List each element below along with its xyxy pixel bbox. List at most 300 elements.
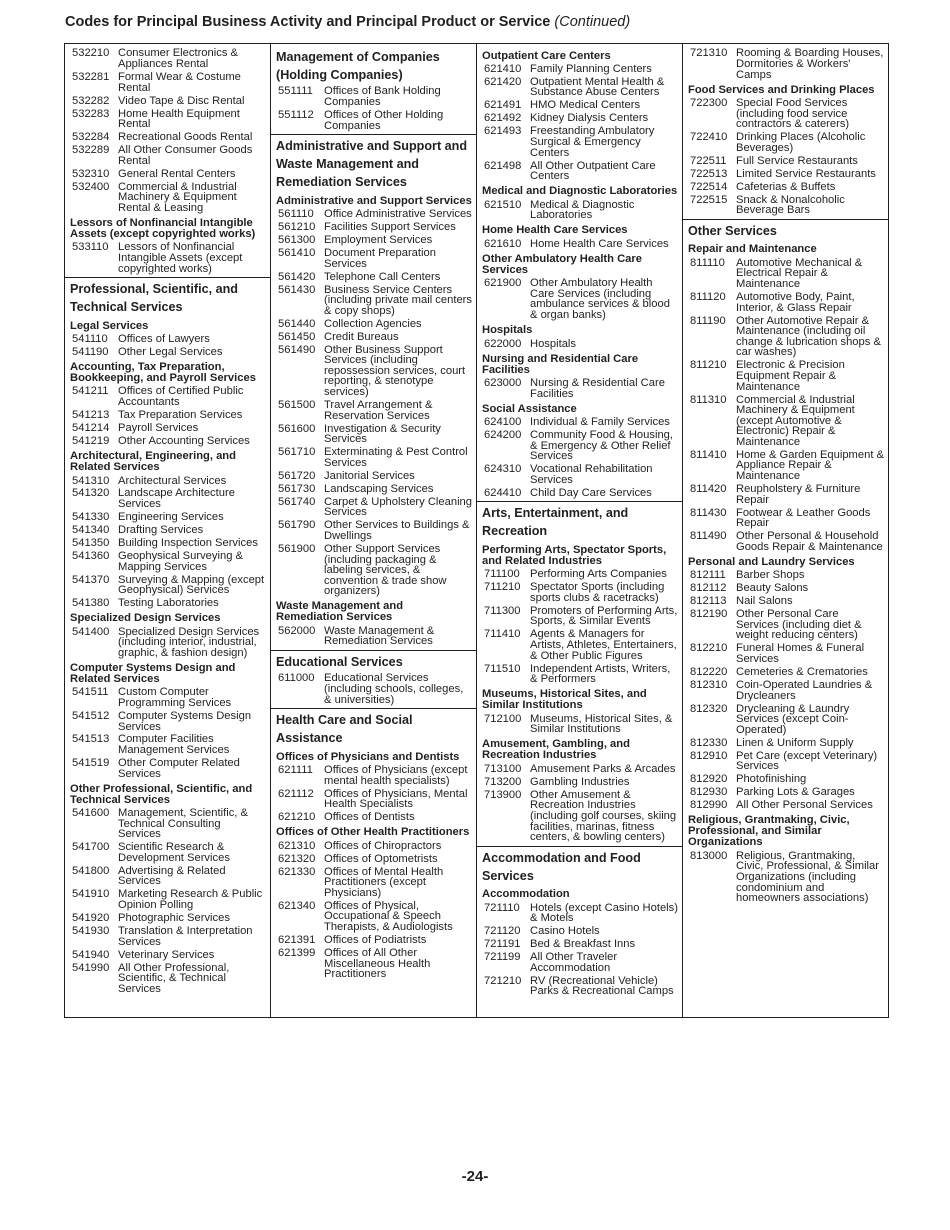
activity-description: Collection Agencies [324, 317, 422, 330]
activity-description: Other Services to Buildings & Dwellings [324, 519, 470, 542]
activity-description: Promoters of Performing Arts, Sports, & Similar Events [530, 604, 678, 628]
naics-code: 811110 [690, 256, 725, 269]
code-entry [276, 867, 472, 899]
naics-code: 541700 [72, 841, 110, 854]
code-entry [70, 423, 266, 434]
code-entry [276, 841, 472, 852]
activity-description: Offices of Lawyers [118, 333, 210, 345]
code-entry [688, 292, 884, 313]
activity-description: Drafting Services [118, 524, 204, 537]
naics-code: 541930 [72, 925, 110, 938]
naics-code: 722300 [690, 97, 728, 110]
naics-code: 541990 [72, 961, 110, 974]
sector-heading: Educational Services [271, 650, 476, 671]
activity-description: Geophysical Surveying & Mapping Services [118, 550, 243, 573]
code-entry [688, 48, 884, 80]
code-entry [70, 182, 266, 214]
code-entry [70, 109, 266, 130]
column-4 [683, 44, 888, 1017]
activity-description: RV (Recreational Vehicle) Parks & Recreational Camps [530, 974, 674, 998]
activity-description: Offices of Certified Public Accountants [118, 385, 244, 409]
activity-description: Specialized Design Services (including interior, industrial, graphic, & fashion design) [118, 625, 260, 659]
code-entry [276, 332, 472, 343]
activity-description: Engineering Services [118, 511, 224, 524]
activity-description: Offices of Physicians, Mental Health Specialists [324, 787, 468, 811]
naics-code: 812190 [690, 608, 728, 621]
code-entry [688, 98, 884, 130]
code-entry [482, 606, 678, 627]
column-content [271, 44, 476, 980]
activity-description: Landscape Architecture Services [118, 487, 235, 511]
activity-description: Marketing Research & Public Opinion Polling [118, 888, 263, 912]
code-entry [70, 950, 266, 961]
naics-code: 541511 [72, 686, 109, 699]
code-entry [688, 316, 884, 358]
activity-description: Exterminating & Pest Control Services [324, 446, 468, 469]
activity-description: Other Legal Services [118, 345, 223, 358]
code-entry [276, 345, 472, 398]
activity-description: Home & Garden Equipment & Appliance Repair & Maintenance [736, 448, 884, 483]
naics-code: 541519 [72, 757, 110, 770]
code-entry [70, 758, 266, 779]
column-1 [65, 44, 271, 1017]
naics-code: 621210 [278, 811, 316, 824]
naics-code: 812112 [690, 582, 727, 595]
code-entry [276, 948, 472, 980]
subsector-heading: Offices of Physicians and Dentists [276, 750, 460, 763]
code-entry [482, 161, 678, 182]
naics-code: 712100 [484, 712, 522, 725]
naics-code: 561210 [278, 221, 316, 234]
activity-description: Video Tape & Disc Rental [118, 94, 245, 107]
activity-description: Other Computer Related Services [118, 757, 240, 780]
naics-code: 811410 [690, 448, 727, 461]
naics-code: 812930 [690, 786, 728, 799]
page-title [65, 14, 630, 30]
activity-description: Computer Facilities Management Services [118, 733, 230, 757]
sector-heading: Accommodation and Food Services [477, 846, 682, 885]
naics-code: 561790 [278, 519, 316, 532]
naics-code: 812220 [690, 666, 728, 678]
naics-code: 711510 [484, 662, 521, 675]
naics-code: 624310 [484, 463, 522, 476]
code-entry [276, 484, 472, 495]
naics-code: 551111 [278, 85, 313, 98]
code-entry [482, 200, 678, 221]
activity-description: All Other Personal Services [736, 799, 873, 812]
subsector-heading: Other Ambulatory Health Care Services [482, 252, 642, 276]
naics-code: 541400 [72, 625, 110, 638]
activity-description: Museums, Historical Sites, & Similar Institutions [530, 712, 673, 736]
naics-code: 541190 [72, 345, 109, 358]
activity-description: Pet Care (except Veterinary) Services [736, 749, 878, 773]
code-entry [482, 976, 678, 997]
activity-description: Special Food Services (including food service contractors & caterers) [736, 97, 850, 131]
code-entry [70, 808, 266, 840]
activity-description: Religious, Grantmaking, Civic, Professional, & Similar Organizations (including condominium and homeowners associations) [736, 849, 879, 905]
code-entry [70, 347, 266, 358]
activity-description: Surveying & Mapping (except Geophysical) Services [118, 573, 265, 597]
naics-code: 611000 [278, 672, 315, 685]
activity-description: Snack & Nonalcoholic Beverage Bars [736, 193, 845, 217]
naics-code: 561490 [278, 343, 316, 356]
code-entry [276, 319, 472, 330]
naics-code: 811430 [690, 506, 727, 519]
naics-code: 532282 [72, 94, 110, 107]
code-entry [482, 790, 678, 843]
naics-code: 561300 [278, 234, 316, 247]
code-entry [70, 913, 266, 924]
code-entry [482, 664, 678, 685]
naics-code: 811210 [690, 359, 727, 372]
naics-code: 561600 [278, 422, 316, 435]
activity-description: Veterinary Services [118, 948, 215, 961]
code-entry [70, 711, 266, 732]
naics-code: 812210 [690, 642, 728, 655]
code-entry [70, 334, 266, 345]
activity-description: Home Health Care Services [530, 237, 669, 250]
activity-description: Offices of Bank Holding Companies [324, 85, 441, 108]
naics-code: 811190 [690, 314, 726, 327]
code-entry [276, 248, 472, 269]
subsector-heading: Waste Management and Remediation Services [276, 600, 404, 624]
code-entry [70, 72, 266, 93]
code-entry [70, 889, 266, 910]
naics-code: 621399 [278, 946, 316, 959]
activity-description: Barber Shops [736, 569, 805, 582]
code-entry [482, 77, 678, 98]
code-entry [688, 851, 884, 904]
code-entry [482, 926, 678, 937]
code-entry [482, 417, 678, 428]
subsector-heading: Nursing and Residential Care Facilities [482, 352, 639, 376]
activity-description: Lessors of Nonfinancial Intangible Assets (except copyrighted works) [118, 241, 243, 275]
naics-code: 541600 [72, 807, 110, 820]
activity-description: Funeral Homes & Funeral Services [736, 642, 865, 666]
code-entry [482, 126, 678, 158]
subsector-heading: Hospitals [482, 324, 533, 337]
activity-description: Parking Lots & Garages [736, 786, 855, 799]
code-entry [482, 64, 678, 75]
code-entry [276, 765, 472, 786]
sector-heading: Management of Companies (Holding Companies) [276, 50, 440, 82]
code-entry [276, 447, 472, 468]
code-entry [70, 132, 266, 143]
naics-code: 621492 [484, 112, 522, 125]
code-entry [482, 113, 678, 124]
subsector-heading: Religious, Grantmaking, Civic, Professional, and Similar Organizations [688, 814, 850, 849]
naics-code: 541380 [72, 597, 110, 610]
naics-code: 621112 [278, 787, 314, 800]
activity-description: Footwear & Leather Goods Repair [736, 506, 871, 530]
activity-description: Spectator Sports (including sports clubs & racetracks) [530, 581, 665, 604]
code-entry [276, 673, 472, 705]
subsector-heading: Accounting, Tax Preparation, Bookkeeping, and Payroll Services [70, 361, 256, 385]
naics-code: 713900 [484, 788, 522, 801]
naics-code: 562000 [278, 624, 316, 637]
sector-heading: Professional, Scientific, and Technical Services [65, 277, 270, 316]
code-entry [70, 488, 266, 509]
activity-description: Nail Salons [736, 595, 793, 608]
code-entry [482, 464, 678, 485]
activity-description: Offices of Optometrists [324, 852, 438, 865]
activity-description: Bed & Breakfast Inns [530, 938, 636, 951]
code-entry [688, 195, 884, 216]
activity-description: Other Amusement & Recreation Industries (including golf courses, skiing facilities, marinas, fitness centers, & bowling centers) [530, 788, 677, 844]
code-entry [482, 903, 678, 924]
subsector-heading: Amusement, Gambling, and Recreation Industries [482, 738, 630, 762]
activity-description: Formal Wear & Costume Rental [118, 70, 241, 94]
code-entry [688, 583, 884, 594]
naics-code: 533110 [72, 241, 109, 254]
column-content [65, 44, 270, 994]
column-3 [477, 44, 683, 1017]
naics-code: 621493 [484, 125, 522, 138]
activity-description: Offices of All Other Miscellaneous Health Practitioners [324, 946, 431, 981]
naics-code: 721199 [484, 951, 521, 964]
code-entry [482, 100, 678, 111]
naics-code: 711210 [484, 581, 521, 594]
code-entry [70, 96, 266, 107]
naics-code: 812990 [690, 799, 728, 812]
activity-description: Drycleaning & Laundry Services (except Coin-Operated) [736, 702, 850, 736]
activity-description: Testing Laboratories [118, 597, 219, 610]
naics-code: 621111 [278, 764, 313, 777]
code-entry [70, 145, 266, 166]
activity-description: Translation & Interpretation Services [118, 925, 253, 948]
activity-description: Rooming & Boarding Houses, Dormitories & Workers' Camps [736, 47, 884, 81]
code-entry [688, 751, 884, 772]
naics-code: 711410 [484, 628, 521, 641]
activity-description: Vocational Rehabilitation Services [530, 463, 653, 486]
activity-description: Waste Management & Remediation Services [324, 624, 435, 648]
code-entry [688, 704, 884, 736]
activity-description: Commercial & Industrial Machinery & Equipment (except Automotive & Electronic) Repair & Maintenance [736, 393, 855, 448]
code-entry [276, 272, 472, 283]
code-entry [70, 242, 266, 274]
code-entry [276, 854, 472, 865]
code-entry [70, 687, 266, 708]
subsector-heading: Food Services and Drinking Places [688, 83, 875, 96]
code-entry [482, 777, 678, 788]
code-entry [276, 222, 472, 233]
activity-description: Casino Hotels [530, 925, 600, 938]
code-entry [70, 842, 266, 863]
activity-description: Offices of Physicians (except mental health specialists) [324, 764, 468, 787]
activity-description: Full Service Restaurants [736, 154, 858, 167]
activity-description: Performing Arts Companies [530, 568, 667, 581]
code-entry [70, 598, 266, 609]
activity-description: Family Planning Centers [530, 62, 652, 75]
naics-code: 713100 [484, 762, 522, 775]
activity-description: Educational Services (including schools, colleges, & universities) [324, 672, 464, 706]
code-entry [688, 484, 884, 505]
subsector-heading: Personal and Laundry Services [688, 555, 855, 568]
naics-code: 811420 [690, 483, 727, 496]
code-entry [688, 169, 884, 180]
activity-description: Management, Scientific, & Technical Consulting Services [118, 807, 248, 841]
activity-description: Other Support Services (including packaging & labeling services, & convention & trade show organizers) [324, 542, 447, 598]
code-columns [64, 43, 889, 1018]
naics-code: 621610 [484, 237, 522, 250]
naics-code: 532284 [72, 131, 110, 144]
sector-heading: Administrative and Support and Waste Management and Remediation Services [271, 134, 476, 191]
naics-code: 812910 [690, 749, 728, 762]
activity-description: Carpet & Upholstery Cleaning Services [324, 495, 472, 519]
activity-description: Medical & Diagnostic Laboratories [530, 198, 635, 222]
activity-description: Beauty Salons [736, 582, 809, 595]
activity-description: Other Automotive Repair & Maintenance (including oil change & lubrication shops & car washes) [736, 314, 881, 359]
activity-description: Credit Bureaus [324, 330, 399, 343]
code-entry [70, 551, 266, 572]
activity-description: All Other Traveler Accommodation [530, 951, 618, 974]
activity-description: Commercial & Industrial Machinery & Equipment Rental & Leasing [118, 180, 237, 214]
code-entry [688, 360, 884, 392]
column-content [683, 44, 888, 904]
naics-code: 532283 [72, 107, 110, 120]
naics-code: 561710 [278, 446, 316, 459]
activity-description: Other Personal Care Services (including diet & weight reducing centers) [736, 608, 862, 642]
naics-code: 812111 [690, 569, 726, 582]
naics-code: 541370 [72, 573, 110, 586]
code-entry [70, 410, 266, 421]
activity-description: Offices of Other Holding Companies [324, 108, 444, 132]
activity-description: Scientific Research & Development Services [118, 841, 230, 864]
activity-description: Home Health Equipment Rental [118, 107, 240, 131]
naics-code: 713200 [484, 775, 522, 788]
code-entry [482, 939, 678, 950]
code-entry [276, 789, 472, 810]
code-entry [276, 235, 472, 246]
naics-code: 624410 [484, 486, 522, 499]
page-number: -24- [461, 1168, 489, 1185]
activity-description: Other Business Support Services (including repossession services, court reporting, & stenotype services) [324, 343, 466, 399]
naics-code: 711300 [484, 604, 521, 617]
code-entry [276, 935, 472, 946]
naics-code: 721191 [484, 938, 521, 951]
code-entry [482, 430, 678, 462]
naics-code: 541800 [72, 864, 110, 877]
sector-heading: Arts, Entertainment, and Recreation [477, 501, 682, 540]
activity-description: Outpatient Mental Health & Substance Abuse Centers [530, 75, 665, 99]
code-entry [482, 278, 678, 320]
code-entry [276, 209, 472, 220]
code-entry [688, 508, 884, 529]
subsector-heading: Other Professional, Scientific, and Technical Services [70, 782, 253, 806]
code-entry [70, 575, 266, 596]
naics-code: 541214 [72, 422, 110, 435]
naics-code: 621410 [484, 62, 522, 75]
activity-description: Offices of Physical, Occupational & Speech Therapists, & Audiologists [324, 899, 453, 933]
activity-description: Offices of Chiropractors [324, 839, 442, 852]
naics-code: 621391 [278, 933, 316, 946]
code-entry [276, 497, 472, 518]
activity-description: Offices of Mental Health Practitioners (except Physicians) [324, 865, 444, 899]
activity-description: Independent Artists, Writers, & Performers [530, 662, 671, 686]
code-entry [276, 285, 472, 317]
subsector-heading: Computer Systems Design and Related Services [70, 661, 236, 685]
code-entry [688, 596, 884, 607]
naics-code: 561110 [278, 208, 314, 221]
column-content [477, 44, 682, 997]
code-entry [276, 400, 472, 421]
naics-code: 541910 [72, 888, 110, 901]
naics-code: 532210 [72, 47, 110, 60]
code-entry [482, 569, 678, 580]
subsector-heading: Administrative and Support Services [276, 194, 472, 207]
code-entry [70, 627, 266, 659]
activity-description: Electronic & Precision Equipment Repair & Maintenance [736, 359, 845, 393]
code-entry [276, 424, 472, 445]
activity-description: Community Food & Housing, & Emergency & Other Relief Services [530, 429, 674, 463]
code-entry [482, 378, 678, 399]
naics-code: 621420 [484, 75, 522, 88]
subsector-heading: Medical and Diagnostic Laboratories [482, 185, 678, 198]
sector-heading: Health Care and Social Assistance [271, 708, 476, 747]
naics-code: 541320 [72, 487, 110, 500]
naics-code: 621491 [484, 99, 522, 112]
code-entry [70, 963, 266, 995]
code-entry [482, 488, 678, 499]
activity-description: Travel Arrangement & Reservation Services [324, 399, 433, 422]
naics-code: 621498 [484, 159, 522, 172]
subsector-heading: Offices of Other Health Practitioners [276, 826, 470, 839]
naics-code: 722410 [690, 131, 728, 144]
naics-code: 561900 [278, 542, 316, 555]
activity-description: Business Service Centers (including private mail centers & copy shops) [324, 283, 472, 317]
activity-description: Drinking Places (Alcoholic Beverages) [736, 131, 866, 154]
activity-description: Photographic Services [118, 912, 230, 925]
naics-code: 541360 [72, 550, 110, 563]
code-entry [688, 570, 884, 581]
naics-code: 541213 [72, 409, 110, 422]
subsector-heading: Architectural, Engineering, and Related Services [70, 450, 236, 474]
code-entry [688, 800, 884, 811]
naics-code: 721310 [690, 47, 728, 60]
subsector-heading: Specialized Design Services [70, 612, 221, 625]
naics-code: 621330 [278, 865, 316, 878]
subsector-heading: Performing Arts, Spectator Sports, and Related Industries [482, 543, 667, 567]
code-entry [70, 926, 266, 947]
activity-description: All Other Outpatient Care Centers [530, 159, 656, 183]
naics-code: 812330 [690, 736, 728, 749]
code-entry [482, 714, 678, 735]
activity-description: Child Day Care Services [530, 486, 652, 499]
code-entry [688, 787, 884, 798]
naics-code: 621900 [484, 277, 522, 290]
naics-code: 532310 [72, 167, 110, 180]
activity-description: Reupholstery & Furniture Repair [736, 483, 861, 506]
activity-description: Coin-Operated Laundries & Drycleaners [736, 678, 873, 702]
naics-code: 812920 [690, 773, 728, 786]
activity-description: Other Personal & Household Goods Repair & Maintenance [736, 530, 883, 553]
subsector-heading: Accommodation [482, 888, 570, 901]
naics-code: 812320 [690, 702, 728, 715]
naics-code: 561420 [278, 270, 316, 283]
activity-description: Custom Computer Programming Services [118, 686, 232, 709]
activity-description: Other Accounting Services [118, 435, 250, 448]
code-entry [482, 764, 678, 775]
code-entry [688, 395, 884, 448]
code-entry [70, 476, 266, 487]
naics-code: 541219 [72, 435, 110, 448]
activity-description: Freestanding Ambulatory Surgical & Emergency Centers [530, 125, 655, 159]
subsector-heading: Lessors of Nonfinancial Intangible Assets (except copyrighted works) [70, 216, 256, 240]
naics-code: 541920 [72, 912, 110, 925]
naics-code: 561500 [278, 399, 316, 412]
naics-code: 721110 [484, 901, 520, 914]
code-entry [688, 258, 884, 290]
